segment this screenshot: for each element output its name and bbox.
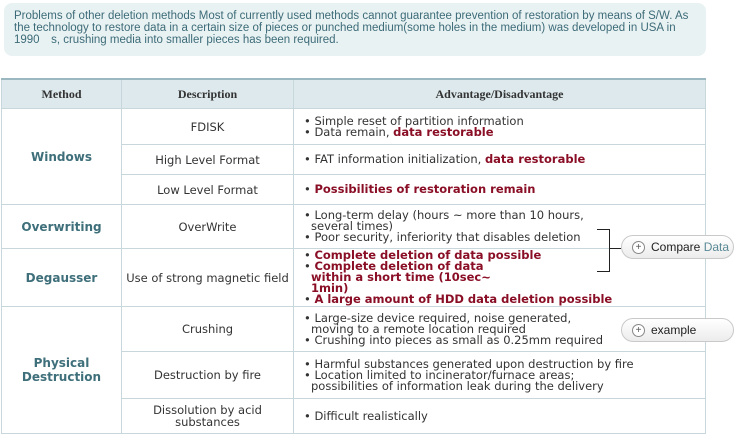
desc-degauss: Use of strong magnetic field bbox=[122, 249, 294, 307]
adv-highlight: data restorable bbox=[484, 152, 586, 166]
table-header-row bbox=[2, 79, 706, 109]
adv-text: FAT information initialization, bbox=[314, 152, 485, 166]
method-degausser: Degausser bbox=[2, 249, 122, 307]
table-row bbox=[2, 307, 706, 352]
adv-text: Difficult realistically bbox=[314, 408, 428, 423]
desc-low-level-format: Low Level Format bbox=[122, 175, 294, 205]
header-advantage: Advantage/Disadvantage bbox=[294, 79, 706, 109]
bracket-connector bbox=[609, 248, 621, 249]
method-physical-destruction bbox=[2, 307, 122, 434]
adv-highlight: Complete deletion of data within a short time (10sec~ 1min) bbox=[311, 259, 491, 295]
compare-bracket bbox=[597, 229, 610, 272]
adv-text: Poor security, inferiority that disables deletion bbox=[314, 230, 581, 244]
adv-text: Long-term delay (hours ~ more than 10 hours, several times) bbox=[311, 208, 584, 233]
header-description: Description bbox=[122, 79, 294, 109]
adv-text: Location limited to incinerator/furnace areas; possibilities of information leak during the delivery bbox=[311, 367, 604, 393]
desc-text: Dissolution by acid substances bbox=[153, 403, 262, 429]
adv-low-level-format: • Possibilities of restoration remain bbox=[294, 175, 706, 205]
example-label: example bbox=[651, 323, 697, 337]
adv-high-level-format: • FAT information initialization, data restorable bbox=[294, 145, 706, 175]
desc-fire: Destruction by fire bbox=[122, 352, 294, 399]
adv-overwrite: • Long-term delay (hours ~ more than 10 hours, several times) • Poor security, inferiority that disables deletion bbox=[294, 205, 706, 249]
desc-fdisk: FDISK bbox=[122, 109, 294, 145]
compare-data-button[interactable] bbox=[621, 235, 734, 259]
intro-panel bbox=[4, 3, 706, 56]
adv-text: Crushing into pieces as small as 0.25mm required bbox=[314, 332, 604, 347]
method-overwriting: Overwriting bbox=[2, 205, 122, 249]
adv-text: Simple reset of partition information bbox=[314, 113, 524, 128]
compare-data-label: Data bbox=[703, 240, 730, 254]
table-row bbox=[2, 109, 706, 145]
example-button[interactable] bbox=[621, 318, 734, 342]
desc-overwrite: OverWrite bbox=[122, 205, 294, 249]
adv-highlight: Possibilities of restoration remain bbox=[314, 182, 536, 196]
adv-highlight: Complete deletion of data possible bbox=[314, 248, 542, 262]
adv-degauss: • Complete deletion of data possible • Complete deletion of data within a short time (10sec~ 1min) • A large amount of HDD data deletion possible bbox=[294, 249, 706, 307]
adv-highlight: data restorable bbox=[393, 124, 494, 139]
adv-acid: • Difficult realistically bbox=[294, 399, 706, 434]
intro-text: Problems of other deletion methods Most of currently used methods cannot guarantee prevention of restoration by means of S/W. As the technology to restore data in a certain size of pieces or punched medium(some holes in the medium) was developed in USA in 1990 s, crushing media into smaller pieces has been required. bbox=[14, 10, 689, 46]
plus-icon: + bbox=[632, 324, 645, 337]
desc-crushing: Crushing bbox=[122, 307, 294, 352]
compare-label: Compare bbox=[651, 240, 701, 254]
method-label: Physical Destruction bbox=[21, 356, 102, 384]
desc-acid bbox=[122, 399, 294, 434]
adv-crushing: • Large-size device required, noise generated, moving to a remote location required • Crushing into pieces as small as 0.25mm required bbox=[294, 307, 706, 352]
desc-high-level-format: High Level Format bbox=[122, 145, 294, 175]
adv-text: Data remain, bbox=[314, 124, 394, 139]
adv-fdisk: • Simple reset of partition information • Data remain, data restorable bbox=[294, 109, 706, 145]
plus-icon: + bbox=[632, 241, 645, 254]
header-method: Method bbox=[2, 79, 122, 109]
adv-text: Large-size device required, noise generated, moving to a remote location required bbox=[311, 310, 572, 336]
adv-highlight: A large amount of HDD data deletion possible bbox=[314, 292, 613, 306]
adv-text: Harmful substances generated upon destruction by fire bbox=[314, 356, 634, 371]
method-windows: Windows bbox=[2, 109, 122, 205]
adv-fire: • Harmful substances generated upon destruction by fire • Location limited to incinerator/furnace areas; possibilities of information leak during the delivery bbox=[294, 352, 706, 399]
